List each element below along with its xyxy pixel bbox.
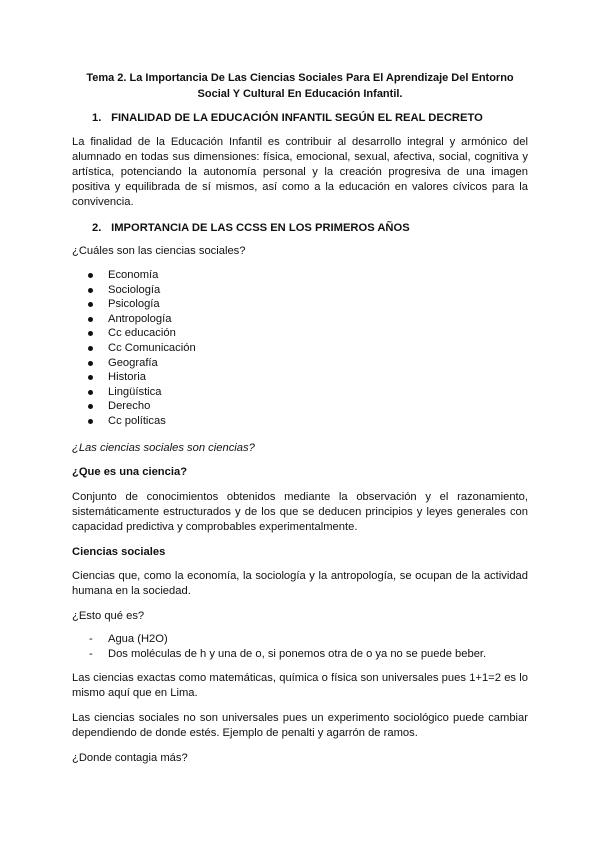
dash-icon: - bbox=[89, 648, 93, 660]
science-heading: ¿Que es una ciencia? bbox=[72, 466, 188, 478]
bullet-icon bbox=[88, 404, 93, 409]
section-heading-text: FINALIDAD DE LA EDUCACIÓN INFANTIL SEGÚN EL REAL DECRETO bbox=[111, 112, 483, 124]
section-number: 1. bbox=[92, 112, 102, 124]
list-item: Cc educación bbox=[72, 326, 196, 341]
list-item: - Dos moléculas de h y una de o, si ponemos otra de o ya no se puede beber. bbox=[89, 648, 487, 660]
section-heading-2 bbox=[92, 221, 410, 236]
bullet-icon bbox=[88, 419, 93, 424]
social-sciences-question: ¿Cuáles son las ciencias sociales? bbox=[72, 245, 246, 257]
list-item: Psicología bbox=[72, 297, 196, 312]
social-not-universal-paragraph: Las ciencias sociales no son universales pues un experimento sociológico puede cambiar dependiendo de donde estés. Ejemplo de penalti y agarrón de ramos. bbox=[72, 712, 528, 739]
document-title: Tema 2. La Importancia De Las Ciencias Sociales Para El Aprendizaje Del Entorno Social Y Cultural En Educación Infantil. bbox=[86, 72, 514, 100]
water-list bbox=[72, 632, 486, 662]
bullet-icon bbox=[88, 331, 93, 336]
sciences-list bbox=[72, 268, 196, 429]
list-item: Sociología bbox=[72, 283, 196, 298]
section-number: 2. bbox=[92, 222, 102, 234]
bullet-icon bbox=[88, 273, 93, 278]
list-item: Geografía bbox=[72, 356, 196, 371]
list-item: Cc Comunicación bbox=[72, 341, 196, 356]
section-heading-1 bbox=[92, 111, 483, 126]
bullet-icon bbox=[88, 375, 93, 380]
list-item: Economía bbox=[72, 268, 196, 283]
list-item: Antropología bbox=[72, 312, 196, 327]
social-sciences-definition: Ciencias que, como la economía, la sociología y la antropología, se ocupan de la actividad humana en la sociedad. bbox=[72, 570, 528, 597]
contagion-question: ¿Donde contagia más? bbox=[72, 752, 188, 764]
dash-icon: - bbox=[89, 633, 93, 645]
section-heading-text: IMPORTANCIA DE LAS CCSS EN LOS PRIMEROS AÑOS bbox=[111, 222, 410, 234]
bullet-icon bbox=[88, 317, 93, 322]
list-item: Cc políticas bbox=[72, 414, 196, 429]
bullet-icon bbox=[88, 390, 93, 395]
list-item: - Agua (H2O) bbox=[89, 633, 168, 645]
list-item: Historia bbox=[72, 370, 196, 385]
bullet-icon bbox=[88, 302, 93, 307]
exact-sciences-paragraph: Las ciencias exactas como matemáticas, química o física son universales pues 1+1=2 es lo mismo aquí que en Lima. bbox=[72, 672, 528, 699]
list-item: Derecho bbox=[72, 399, 196, 414]
social-sciences-heading: Ciencias sociales bbox=[72, 546, 166, 558]
bullet-icon bbox=[88, 346, 93, 351]
bullet-icon bbox=[88, 288, 93, 293]
what-question: ¿Esto qué es? bbox=[72, 610, 145, 622]
science-definition: Conjunto de conocimientos obtenidos mediante la observación y el razonamiento, sistemáticamente estructurados y de los que se deducen principios y leyes generales con capacidad predictiva y comprobables experimentalmente. bbox=[72, 491, 528, 533]
finalidad-paragraph: La finalidad de la Educación Infantil es contribuir al desarrollo integral y armónico del alumnado en todas sus dimensiones: física, emocional, sexual, afectiva, social, cognitiva y artística, potenciando la autonomía personal y la creación progresiva de una imagen positiva y equilibrada de sí mismos, así como a la educación en valores cívicos para la convivencia. bbox=[72, 136, 528, 208]
list-item: Lingüística bbox=[72, 385, 196, 400]
bullet-icon bbox=[88, 361, 93, 366]
italic-question: ¿Las ciencias sociales son ciencias? bbox=[72, 442, 255, 454]
